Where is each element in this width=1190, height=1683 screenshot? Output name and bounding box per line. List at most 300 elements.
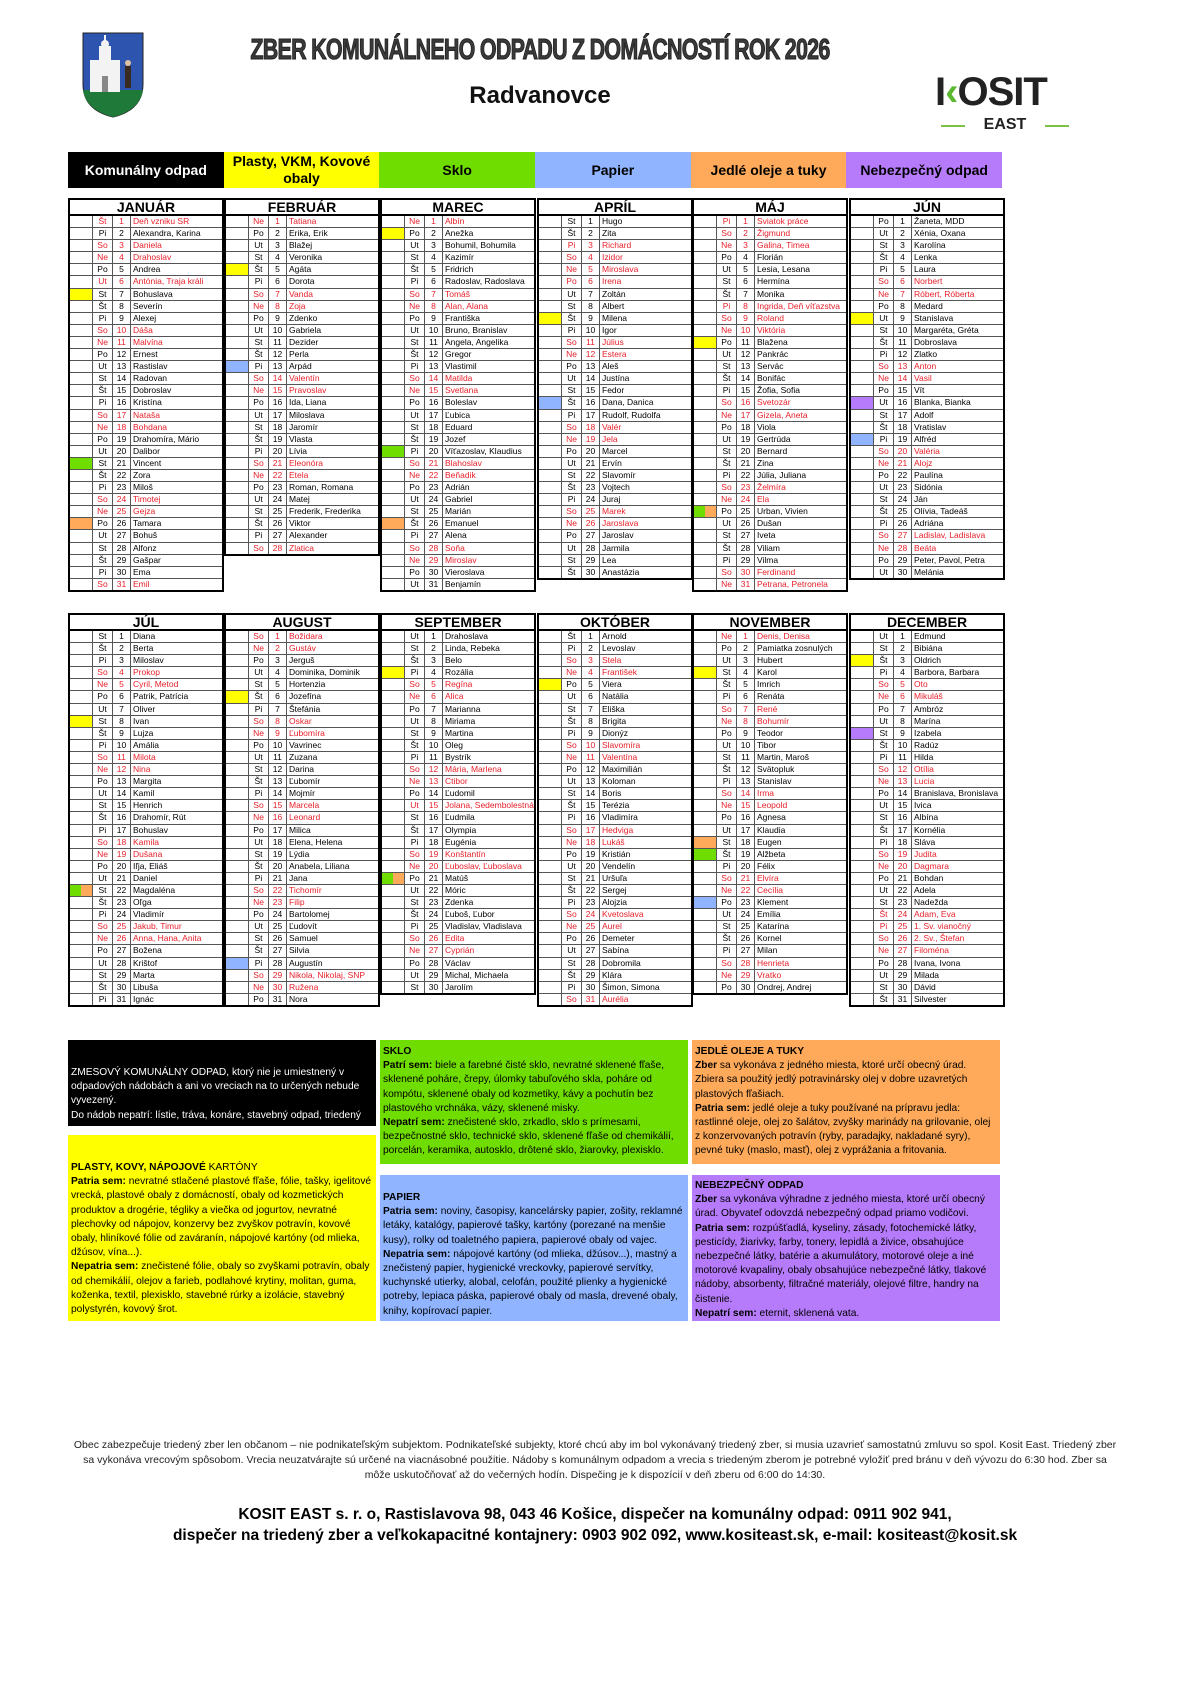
weekday: St xyxy=(717,837,737,848)
marker-plasty xyxy=(539,679,561,690)
weekday: Po xyxy=(405,704,425,715)
day-number: 8 xyxy=(113,301,131,312)
weekday: Ut xyxy=(562,543,582,554)
weekday: Št xyxy=(93,385,113,396)
nameday: Lesia, Lesana xyxy=(757,264,810,275)
nameday: Deň vzniku SR xyxy=(133,216,190,226)
weekday: Ne xyxy=(562,667,582,678)
weekday: Po xyxy=(405,397,425,408)
collection-marker xyxy=(226,982,249,993)
weekday: Po xyxy=(562,849,582,860)
collection-marker xyxy=(70,752,93,763)
collection-marker xyxy=(851,691,874,702)
marker-plasty xyxy=(226,691,248,702)
nameday: Renáta xyxy=(757,691,785,702)
nameday: 1. Sv. vianočný xyxy=(914,921,972,932)
collection-marker xyxy=(851,945,874,956)
weekday: St xyxy=(405,982,425,993)
day-row xyxy=(851,897,1003,909)
day-row xyxy=(694,667,846,679)
collection-marker xyxy=(382,837,405,848)
weekday: Ne xyxy=(562,264,582,275)
day-row xyxy=(694,897,846,909)
day-row xyxy=(226,543,378,554)
nameday: Justína xyxy=(602,373,630,384)
nameday: Móric xyxy=(445,884,466,895)
nameday: Blanka, Bianka xyxy=(914,397,971,408)
nameday: Žofia, Sofia xyxy=(757,385,800,396)
weekday: Pi xyxy=(717,216,737,227)
collection-marker xyxy=(539,970,562,981)
nameday: Alfréd xyxy=(914,433,937,444)
day-row xyxy=(382,579,534,590)
komunal-text: ZMESOVÝ KOMUNÁLNY ODPAD, ktorý nie je umiestnený v odpadových nádobách a ani vo vreciach na to určených nebude vyvezený. xyxy=(71,1067,360,1107)
day-row xyxy=(70,482,222,494)
nameday: Michal, Michaela xyxy=(445,969,509,980)
nameday: Jakub, Timur xyxy=(133,921,182,932)
day-number: 13 xyxy=(269,361,287,372)
collection-marker xyxy=(226,921,249,932)
day-number: 6 xyxy=(269,691,287,702)
nameday: Bohdan xyxy=(914,872,944,883)
weekday: Ne xyxy=(249,216,269,227)
collection-marker xyxy=(694,837,717,848)
marker-oleje xyxy=(382,518,404,529)
nameday: Frederik, Frederika xyxy=(289,506,361,517)
nameday: Laura xyxy=(914,264,936,275)
marker-plasty xyxy=(694,337,716,348)
day-number: 1 xyxy=(425,216,443,227)
day-row xyxy=(694,361,846,373)
weekday: So xyxy=(249,543,269,554)
nameday: Adam, Eva xyxy=(914,909,956,920)
day-number: 26 xyxy=(269,518,287,529)
weekday: St xyxy=(562,470,582,481)
collection-marker xyxy=(382,349,405,360)
day-row xyxy=(70,470,222,482)
collection-marker xyxy=(694,434,717,445)
day-row xyxy=(226,921,378,933)
weekday: St xyxy=(874,325,894,336)
weekday: Ne xyxy=(874,945,894,956)
weekday: St xyxy=(249,764,269,775)
day-number: 23 xyxy=(894,482,912,493)
day-row xyxy=(851,555,1003,567)
weekday: So xyxy=(405,679,425,690)
weekday: So xyxy=(93,240,113,251)
nameday: Drahomíra, Mário xyxy=(133,433,200,444)
collection-marker xyxy=(70,873,93,884)
weekday: So xyxy=(405,373,425,384)
day-number: 1 xyxy=(894,216,912,227)
day-number: 25 xyxy=(425,506,443,517)
day-number: 9 xyxy=(582,728,600,739)
day-number: 24 xyxy=(582,909,600,920)
day-row xyxy=(851,667,1003,679)
collection-marker xyxy=(694,446,717,457)
collection-marker xyxy=(851,494,874,505)
collection-marker xyxy=(382,849,405,860)
day-number: 23 xyxy=(737,482,755,493)
weekday: St xyxy=(405,897,425,908)
day-row xyxy=(851,325,1003,337)
day-number: 9 xyxy=(425,728,443,739)
nameday: Roland xyxy=(757,312,784,323)
day-number: 28 xyxy=(425,543,443,554)
weekday: Št xyxy=(249,434,269,445)
day-row xyxy=(539,397,691,409)
collection-marker xyxy=(382,776,405,787)
collection-marker xyxy=(539,385,562,396)
weekday: Ne xyxy=(405,861,425,872)
weekday: Ut xyxy=(405,970,425,981)
day-row xyxy=(694,752,846,764)
collection-marker xyxy=(694,494,717,505)
day-row xyxy=(70,264,222,276)
nameday: Ľuboš, Ľubor xyxy=(445,909,495,920)
collection-marker xyxy=(851,740,874,751)
day-number: 16 xyxy=(894,812,912,823)
weekday: Po xyxy=(405,482,425,493)
weekday: Po xyxy=(405,313,425,324)
nameday: Ondrej, Andrej xyxy=(757,981,812,992)
collection-marker xyxy=(226,422,249,433)
day-row xyxy=(539,740,691,752)
nameday: Daniela xyxy=(133,240,162,251)
collection-marker xyxy=(851,240,874,251)
weekday: Št xyxy=(562,313,582,324)
collection-marker xyxy=(694,482,717,493)
day-row xyxy=(382,740,534,752)
collection-marker xyxy=(851,933,874,944)
collection-marker xyxy=(694,716,717,727)
sklo-in-label: Patrí sem: xyxy=(383,1060,433,1072)
month-február xyxy=(224,198,380,556)
nameday: Xénia, Oxana xyxy=(914,228,966,239)
weekday: So xyxy=(717,397,737,408)
day-number: 1 xyxy=(269,216,287,227)
weekday: Št xyxy=(405,825,425,836)
day-row xyxy=(851,506,1003,518)
collection-marker xyxy=(539,716,562,727)
collection-marker xyxy=(70,945,93,956)
day-row xyxy=(539,216,691,228)
day-row xyxy=(70,337,222,349)
weekday: St xyxy=(405,812,425,823)
day-number: 23 xyxy=(425,897,443,908)
day-row xyxy=(382,861,534,873)
weekday: Št xyxy=(874,825,894,836)
nameday: Mojmír xyxy=(289,788,315,799)
nameday: Oľga xyxy=(133,897,152,908)
day-number: 21 xyxy=(113,458,131,469)
day-row xyxy=(539,494,691,506)
weekday: St xyxy=(249,849,269,860)
day-row xyxy=(694,518,846,530)
nameday: Ján xyxy=(914,494,928,505)
nameday: Irena xyxy=(602,276,622,287)
day-number: 5 xyxy=(113,679,131,690)
weekday: Ut xyxy=(249,325,269,336)
nameday: Marcela xyxy=(289,800,320,811)
day-number: 27 xyxy=(737,530,755,541)
day-number: 21 xyxy=(894,458,912,469)
nameday: Olívia, Tadeáš xyxy=(914,506,968,517)
weekday: Pi xyxy=(93,228,113,239)
sklo-out-label: Nepatrí sem: xyxy=(383,1117,445,1129)
collection-marker xyxy=(851,361,874,372)
nameday: Leonard xyxy=(289,812,321,823)
nameday: Beňadik xyxy=(445,469,476,480)
day-row xyxy=(226,313,378,325)
collection-marker xyxy=(226,349,249,360)
day-row xyxy=(539,301,691,313)
collection-marker xyxy=(851,667,874,678)
day-row xyxy=(226,945,378,957)
day-row xyxy=(382,873,534,885)
nameday: Teodor xyxy=(757,727,783,738)
nameday: Radúz xyxy=(914,739,939,750)
nameday: Ľudmila xyxy=(445,812,475,823)
nameday: Stanislav xyxy=(757,776,792,787)
collection-marker xyxy=(70,240,93,251)
nameday: Svetozár xyxy=(757,397,791,408)
day-row xyxy=(539,264,691,276)
nameday: Ľubomír xyxy=(289,776,321,787)
nameday: Angela, Angelika xyxy=(445,336,509,347)
day-number: 7 xyxy=(582,704,600,715)
nameday: Hedviga xyxy=(602,824,634,835)
collection-marker xyxy=(694,301,717,312)
collection-marker xyxy=(70,494,93,505)
day-number: 20 xyxy=(737,861,755,872)
weekday: Ut xyxy=(717,825,737,836)
weekday: St xyxy=(249,422,269,433)
weekday: Ut xyxy=(717,349,737,360)
weekday: Pi xyxy=(93,482,113,493)
nameday: Vratislav xyxy=(914,421,947,432)
nameday: Henrich xyxy=(133,800,163,811)
day-number: 26 xyxy=(582,518,600,529)
weekday: St xyxy=(249,337,269,348)
kosit-east-logo xyxy=(935,72,1075,136)
nameday: Belo xyxy=(445,655,463,666)
day-number: 28 xyxy=(269,958,287,969)
day-row xyxy=(70,679,222,691)
nameday: Tomáš xyxy=(445,288,471,299)
collection-marker xyxy=(226,716,249,727)
collection-marker xyxy=(539,361,562,372)
day-number: 17 xyxy=(894,410,912,421)
collection-marker xyxy=(226,885,249,896)
weekday: Št xyxy=(562,397,582,408)
day-number: 7 xyxy=(269,704,287,715)
day-number: 11 xyxy=(425,337,443,348)
collection-marker xyxy=(539,543,562,554)
weekday: Po xyxy=(717,728,737,739)
day-row xyxy=(851,349,1003,361)
day-row xyxy=(226,837,378,849)
papier-in-label: Patria sem: xyxy=(383,1206,438,1218)
collection-marker xyxy=(226,530,249,541)
day-row xyxy=(694,800,846,812)
day-number: 26 xyxy=(269,933,287,944)
collection-marker xyxy=(226,313,249,324)
day-row xyxy=(382,631,534,643)
collection-marker xyxy=(70,349,93,360)
day-number: 9 xyxy=(113,728,131,739)
marker-sklo xyxy=(70,458,92,469)
collection-marker xyxy=(539,349,562,360)
day-row xyxy=(382,716,534,728)
weekday: Št xyxy=(249,691,269,702)
collection-marker xyxy=(70,631,93,642)
day-number: 24 xyxy=(113,494,131,505)
day-row xyxy=(226,764,378,776)
weekday: Pi xyxy=(562,410,582,421)
weekday: So xyxy=(562,994,582,1005)
day-number: 10 xyxy=(894,325,912,336)
collection-marker xyxy=(694,643,717,654)
nameday: Izidor xyxy=(602,252,623,263)
day-row xyxy=(539,982,691,994)
collection-marker xyxy=(70,337,93,348)
collection-marker xyxy=(851,301,874,312)
weekday: Ut xyxy=(717,434,737,445)
weekday: St xyxy=(874,897,894,908)
nameday: Dezider xyxy=(289,336,319,347)
nameday: Natália xyxy=(602,691,629,702)
nameday: Dobroslava xyxy=(914,336,957,347)
day-row xyxy=(539,909,691,921)
nameday: Ivana, Ivona xyxy=(914,957,961,968)
collection-marker xyxy=(539,982,562,993)
day-number: 24 xyxy=(425,494,443,505)
weekday: Po xyxy=(874,873,894,884)
day-number: 22 xyxy=(269,885,287,896)
day-row xyxy=(694,643,846,655)
weekday: Ut xyxy=(93,873,113,884)
nameday: Dobroslav xyxy=(133,385,172,396)
collection-marker xyxy=(694,530,717,541)
weekday: Št xyxy=(405,434,425,445)
day-number: 7 xyxy=(737,704,755,715)
month-title: MAREC xyxy=(382,200,534,216)
day-number: 7 xyxy=(269,289,287,300)
day-number: 10 xyxy=(894,740,912,751)
weekday: Ut xyxy=(874,885,894,896)
collection-marker xyxy=(382,812,405,823)
nameday: Alojzia xyxy=(602,897,628,908)
weekday: Pi xyxy=(874,921,894,932)
nameday: Mikuláš xyxy=(914,691,943,702)
collection-marker xyxy=(382,704,405,715)
weekday: Ne xyxy=(874,373,894,384)
day-number: 27 xyxy=(894,945,912,956)
weekday: So xyxy=(405,849,425,860)
collection-marker xyxy=(382,252,405,263)
day-number: 13 xyxy=(113,776,131,787)
weekday: St xyxy=(874,728,894,739)
day-row xyxy=(382,252,534,264)
collection-marker xyxy=(382,482,405,493)
day-row xyxy=(226,410,378,422)
day-row xyxy=(694,216,846,228)
collection-marker xyxy=(851,728,874,739)
footer-contact xyxy=(70,1504,1120,1546)
nameday: Milota xyxy=(133,751,156,762)
nameday: Sviatok práce xyxy=(757,216,809,226)
day-number: 20 xyxy=(113,446,131,457)
day-row xyxy=(226,385,378,397)
collection-marker xyxy=(539,240,562,251)
day-row xyxy=(539,240,691,252)
collection-marker xyxy=(851,518,874,529)
weekday: Št xyxy=(405,349,425,360)
day-row xyxy=(539,752,691,764)
nameday: Jana xyxy=(289,872,308,883)
day-number: 19 xyxy=(894,434,912,445)
nameday: Estera xyxy=(602,349,627,360)
day-row xyxy=(70,655,222,667)
weekday: St xyxy=(405,728,425,739)
day-number: 30 xyxy=(737,567,755,578)
nameday: Júlia, Juliana xyxy=(757,469,807,480)
collection-marker xyxy=(851,325,874,336)
marker-sklo xyxy=(382,873,393,884)
day-number: 27 xyxy=(582,945,600,956)
weekday: Po xyxy=(93,264,113,275)
collection-marker xyxy=(70,470,93,481)
collection-marker xyxy=(851,422,874,433)
nameday: Marianna xyxy=(445,703,481,714)
collection-marker xyxy=(694,776,717,787)
day-number: 3 xyxy=(425,655,443,666)
collection-marker xyxy=(539,764,562,775)
nameday: Ružena xyxy=(289,981,319,992)
marker-nebezpecny xyxy=(851,728,873,739)
month-title: JÚL xyxy=(70,615,222,631)
nameday: Kamil xyxy=(133,788,155,799)
nameday: František xyxy=(602,667,637,678)
weekday: Št xyxy=(249,945,269,956)
collection-marker xyxy=(694,655,717,666)
info-nebezpecny xyxy=(692,1175,1000,1321)
day-row xyxy=(694,264,846,276)
collection-marker xyxy=(694,764,717,775)
nameday: Albert xyxy=(602,300,625,311)
marker-oleje xyxy=(705,506,716,517)
day-number: 3 xyxy=(894,655,912,666)
weekday: Ut xyxy=(562,373,582,384)
nameday: Agnesa xyxy=(757,812,786,823)
day-row xyxy=(70,385,222,397)
day-row xyxy=(382,776,534,788)
day-row xyxy=(226,325,378,337)
day-row xyxy=(70,776,222,788)
weekday: St xyxy=(93,373,113,384)
day-number: 24 xyxy=(737,494,755,505)
nameday: Vlasta xyxy=(289,433,313,444)
marker-sklo xyxy=(382,446,404,457)
nameday: Kazimír xyxy=(445,252,474,263)
day-number: 4 xyxy=(737,252,755,263)
nameday: Antónia, Traja králi xyxy=(133,276,204,287)
collection-marker xyxy=(851,752,874,763)
weekday: Ut xyxy=(874,567,894,578)
nameday: Anton xyxy=(914,361,937,372)
day-row xyxy=(851,825,1003,837)
